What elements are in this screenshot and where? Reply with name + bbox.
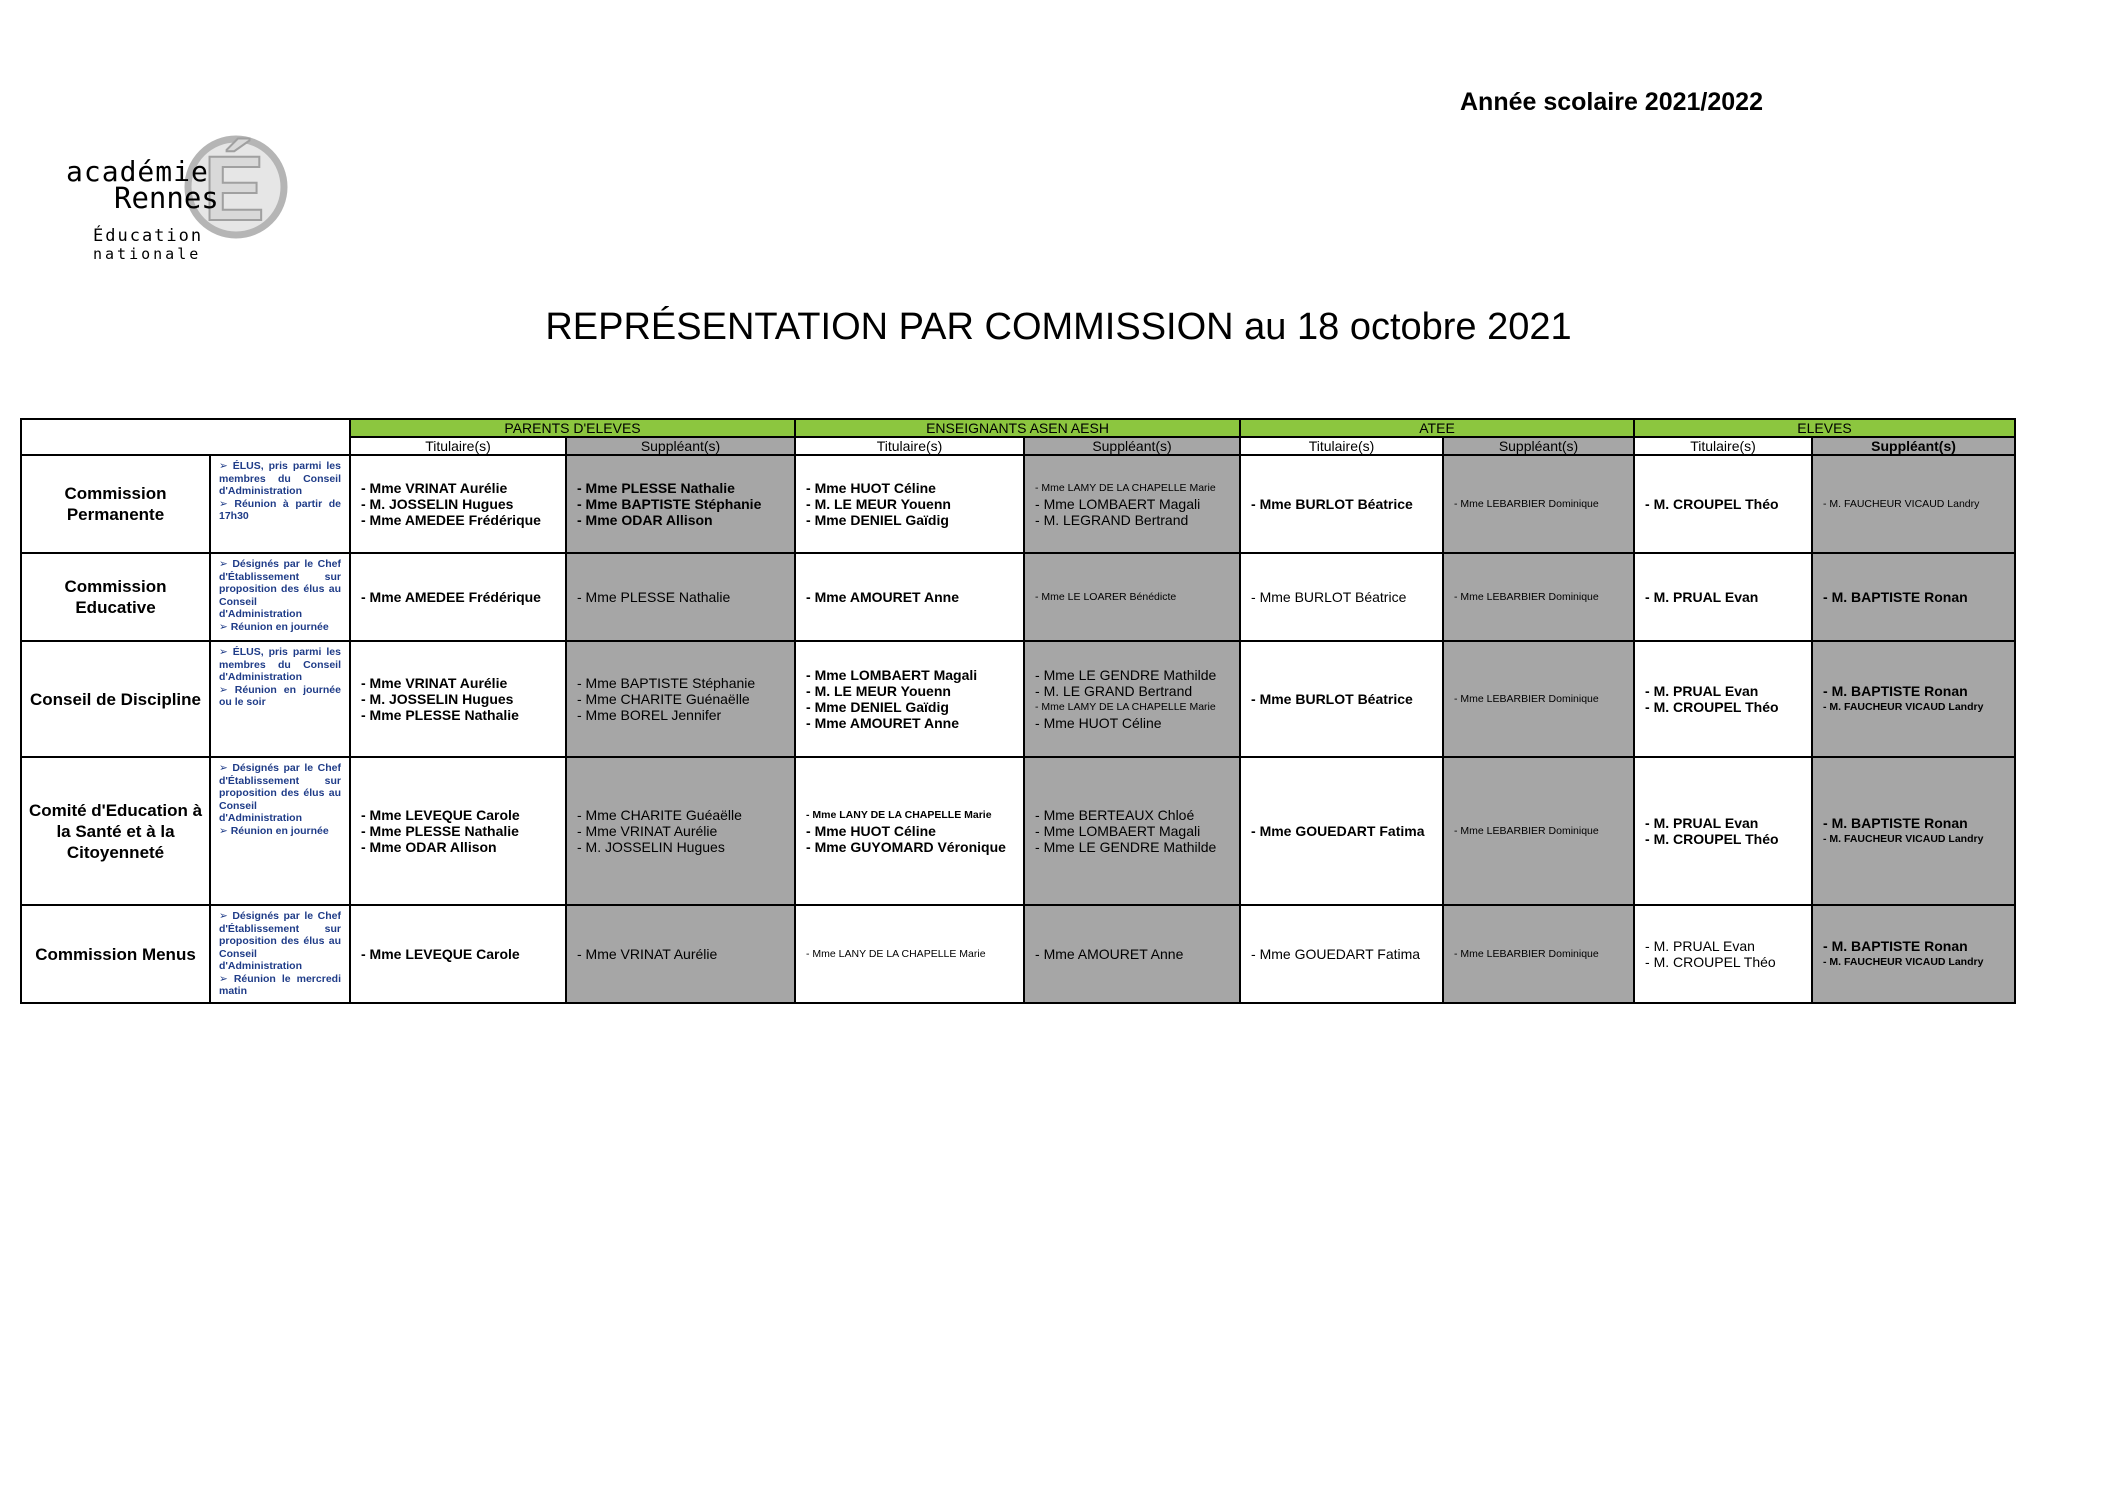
member-name: - Mme PLESSE Nathalie [361, 707, 519, 723]
member-name: - M. JOSSELIN Hugues [361, 496, 514, 512]
member-name: - M. BAPTISTE Ronan [1823, 683, 1968, 699]
description-line: ➢ Réunion à partir de 17h30 [219, 497, 341, 522]
suppleant-cell [1024, 553, 1240, 641]
member-name: - Mme PLESSE Nathalie [577, 589, 731, 605]
member-name: - Mme LOMBAERT Magali [1035, 823, 1201, 839]
member-name: - M. PRUAL Evan [1645, 683, 1759, 699]
member-name: - Mme ODAR Allison [577, 512, 713, 528]
titulaire-header: Titulaire(s) [1240, 437, 1443, 455]
member-name: - M. BAPTISTE Ronan [1823, 938, 1968, 954]
member-name: - M. LE GRAND Bertrand [1035, 683, 1193, 699]
suppleant-cell [1443, 641, 1634, 757]
member-name: - Mme LEBARBIER Dominique [1454, 498, 1599, 510]
member-name: - Mme GOUEDART Fatima [1251, 946, 1421, 962]
suppleant-cell [566, 757, 795, 905]
titulaire-cell [1634, 553, 1812, 641]
commission-description [210, 455, 350, 553]
description-line: ➢ Désignés par le Chef d'Établissement sur proposition des élus au Conseil d'Administration [219, 910, 341, 972]
group-eleves: ELEVES [1634, 419, 2015, 437]
titulaire-cell [795, 553, 1024, 641]
member-name: - Mme LEVEQUE Carole [361, 946, 520, 962]
commission-row [21, 641, 2015, 757]
description-line: ➢ ÉLUS, pris parmi les membres du Conseil d'Administration [219, 646, 341, 683]
titulaire-cell [350, 553, 566, 641]
commission-name: Conseil de Discipline [21, 641, 210, 757]
description-line: ➢ Désignés par le Chef d'Établissement sur proposition des élus au Conseil d'Administration [219, 762, 341, 824]
titulaire-cell [795, 641, 1024, 757]
commission-description [210, 757, 350, 905]
suppleant-cell [1443, 905, 1634, 1003]
titulaire-cell [350, 905, 566, 1003]
suppleant-cell [566, 553, 795, 641]
member-name: - M. JOSSELIN Hugues [577, 839, 725, 855]
titulaire-header: Titulaire(s) [795, 437, 1024, 455]
member-name: - Mme LEVEQUE Carole [361, 807, 520, 823]
logo-academie: académie [66, 155, 209, 188]
member-name: - M. CROUPEL Théo [1645, 496, 1779, 512]
suppleant-cell [1812, 757, 2015, 905]
logo-rennes: Rennes [114, 181, 219, 215]
commission-row [21, 757, 2015, 905]
member-name: - Mme DENIEL Gaïdig [806, 699, 949, 715]
titulaire-cell [1240, 641, 1443, 757]
member-name: - Mme VRINAT Aurélie [577, 946, 718, 962]
member-name: - Mme LE LOARER Bénédicte [1035, 591, 1177, 603]
member-name: - M. PRUAL Evan [1645, 938, 1755, 954]
member-name: - M. BAPTISTE Ronan [1823, 815, 1968, 831]
commission-name: Commission Educative [21, 553, 210, 641]
commission-description [210, 905, 350, 1003]
member-name: - M. CROUPEL Théo [1645, 831, 1779, 847]
group-atee: ATEE [1240, 419, 1634, 437]
member-name: - Mme HUOT Céline [1035, 715, 1162, 731]
member-name: - Mme LANY DE LA CHAPELLE Marie [806, 809, 992, 821]
member-name: - Mme BURLOT Béatrice [1251, 691, 1413, 707]
commission-name: Commission Menus [21, 905, 210, 1003]
member-name: - Mme CHARITE Guéaëlle [577, 807, 742, 823]
member-name: - Mme LAMY DE LA CHAPELLE Marie [1035, 482, 1216, 494]
titulaire-cell [795, 905, 1024, 1003]
suppleant-header: Suppléant(s) [1443, 437, 1634, 455]
member-name: - Mme LANY DE LA CHAPELLE Marie [806, 948, 986, 960]
member-name: - Mme GOUEDART Fatima [1251, 823, 1425, 839]
suppleant-cell [1024, 455, 1240, 553]
logo-education: Éducation [93, 226, 204, 246]
suppleant-cell [1443, 757, 1634, 905]
member-name: - Mme LOMBAERT Magali [806, 667, 978, 683]
member-name: - M. PRUAL Evan [1645, 589, 1759, 605]
member-name: - Mme CHARITE Guénaëlle [577, 691, 750, 707]
member-name: - Mme BAPTISTE Stéphanie [577, 496, 762, 512]
member-name: - Mme VRINAT Aurélie [361, 480, 508, 496]
member-name: - Mme LEBARBIER Dominique [1454, 948, 1599, 960]
member-name: - Mme GUYOMARD Véronique [806, 839, 1006, 855]
titulaire-cell [795, 455, 1024, 553]
member-name: - Mme VRINAT Aurélie [577, 823, 718, 839]
commission-name: Commission Permanente [21, 455, 210, 553]
suppleant-cell [566, 905, 795, 1003]
member-name: - Mme LE GENDRE Mathilde [1035, 839, 1217, 855]
suppleant-header: Suppléant(s) [1024, 437, 1240, 455]
member-name: - Mme LEBARBIER Dominique [1454, 591, 1599, 603]
academie-logo [66, 115, 296, 265]
member-name: - M. FAUCHEUR VICAUD Landry [1823, 498, 1980, 510]
description-line: ➢ ÉLUS, pris parmi les membres du Conseil d'Administration [219, 460, 341, 497]
member-name: - Mme DENIEL Gaïdig [806, 512, 949, 528]
description-line: ➢ Désignés par le Chef d'Établissement sur proposition des élus au Conseil d'Administration [219, 558, 341, 620]
titulaire-cell [1634, 641, 1812, 757]
suppleant-cell [1812, 455, 2015, 553]
school-year: Année scolaire 2021/2022 [1460, 88, 1763, 116]
member-name: - Mme AMEDEE Frédérique [361, 512, 541, 528]
member-name: - Mme AMEDEE Frédérique [361, 589, 541, 605]
titulaire-cell [1240, 553, 1443, 641]
member-name: - Mme HUOT Céline [806, 823, 936, 839]
member-name: - Mme LEBARBIER Dominique [1454, 825, 1599, 837]
commission-name: Comité d'Education à la Santé et à la Citoyenneté [21, 757, 210, 905]
commission-description [210, 553, 350, 641]
member-name: - Mme PLESSE Nathalie [577, 480, 735, 496]
titulaire-cell [1240, 757, 1443, 905]
suppleant-cell [1443, 553, 1634, 641]
member-name: - Mme LOMBAERT Magali [1035, 496, 1201, 512]
member-name: - Mme LE GENDRE Mathilde [1035, 667, 1217, 683]
member-name: - Mme LAMY DE LA CHAPELLE Marie [1035, 701, 1216, 713]
description-line: ➢ Réunion en journée ou le soir [219, 683, 341, 708]
member-name: - M. CROUPEL Théo [1645, 954, 1776, 970]
page-title: REPRÉSENTATION PAR COMMISSION au 18 octobre 2021 [545, 306, 1572, 348]
suppleant-cell [1812, 905, 2015, 1003]
member-name: - M. FAUCHEUR VICAUD Landry [1823, 701, 1984, 713]
titulaire-cell [1240, 455, 1443, 553]
member-name: - Mme HUOT Céline [806, 480, 936, 496]
corner-cell [21, 419, 350, 455]
member-name: - Mme BAPTISTE Stéphanie [577, 675, 756, 691]
member-name: - M. FAUCHEUR VICAUD Landry [1823, 956, 1984, 968]
member-name: - Mme BURLOT Béatrice [1251, 496, 1413, 512]
member-name: - Mme AMOURET Anne [1035, 946, 1184, 962]
member-name: - M. LE MEUR Youenn [806, 496, 951, 512]
member-name: - Mme BERTEAUX Chloé [1035, 807, 1195, 823]
titulaire-header: Titulaire(s) [350, 437, 566, 455]
group-enseignants: ENSEIGNANTS ASEN AESH [795, 419, 1240, 437]
suppleant-cell [1812, 641, 2015, 757]
member-name: - M. PRUAL Evan [1645, 815, 1759, 831]
commission-row [21, 455, 2015, 553]
member-name: - M. BAPTISTE Ronan [1823, 589, 1968, 605]
titulaire-cell [350, 757, 566, 905]
member-name: - Mme LEBARBIER Dominique [1454, 693, 1599, 705]
member-name: - Mme AMOURET Anne [806, 589, 959, 605]
member-name: - M. LE MEUR Youenn [806, 683, 951, 699]
member-name: - Mme VRINAT Aurélie [361, 675, 508, 691]
group-header-row [21, 419, 2015, 437]
suppleant-cell [1443, 455, 1634, 553]
suppleant-cell [566, 455, 795, 553]
member-name: - Mme PLESSE Nathalie [361, 823, 519, 839]
description-line: ➢ Réunion en journée [219, 620, 329, 633]
member-name: - M. FAUCHEUR VICAUD Landry [1823, 833, 1984, 845]
commission-table [20, 418, 2016, 1004]
logo-nationale: nationale [93, 245, 202, 263]
suppleant-cell [566, 641, 795, 757]
member-name: - M. JOSSELIN Hugues [361, 691, 514, 707]
commission-row [21, 905, 2015, 1003]
member-name: - Mme ODAR Allison [361, 839, 497, 855]
titulaire-header: Titulaire(s) [1634, 437, 1812, 455]
commission-row [21, 553, 2015, 641]
description-line: ➢ Réunion en journée [219, 824, 329, 837]
suppleant-cell [1024, 641, 1240, 757]
titulaire-cell [350, 641, 566, 757]
suppleant-cell [1024, 905, 1240, 1003]
member-name: - Mme BOREL Jennifer [577, 707, 722, 723]
group-parents: PARENTS D'ELEVES [350, 419, 795, 437]
description-line: ➢ Réunion le mercredi matin [219, 972, 341, 997]
titulaire-cell [1634, 905, 1812, 1003]
member-name: - Mme AMOURET Anne [806, 715, 959, 731]
svg-text:É: É [203, 138, 265, 240]
suppleant-cell [1024, 757, 1240, 905]
titulaire-cell [350, 455, 566, 553]
member-name: - Mme BURLOT Béatrice [1251, 589, 1407, 605]
member-name: - M. CROUPEL Théo [1645, 699, 1779, 715]
titulaire-cell [1634, 455, 1812, 553]
suppleant-cell [1812, 553, 2015, 641]
titulaire-cell [795, 757, 1024, 905]
titulaire-cell [1634, 757, 1812, 905]
commission-description [210, 641, 350, 757]
suppleant-header: Suppléant(s) [566, 437, 795, 455]
suppleant-header: Suppléant(s) [1812, 437, 2015, 455]
titulaire-cell [1240, 905, 1443, 1003]
member-name: - M. LEGRAND Bertrand [1035, 512, 1189, 528]
